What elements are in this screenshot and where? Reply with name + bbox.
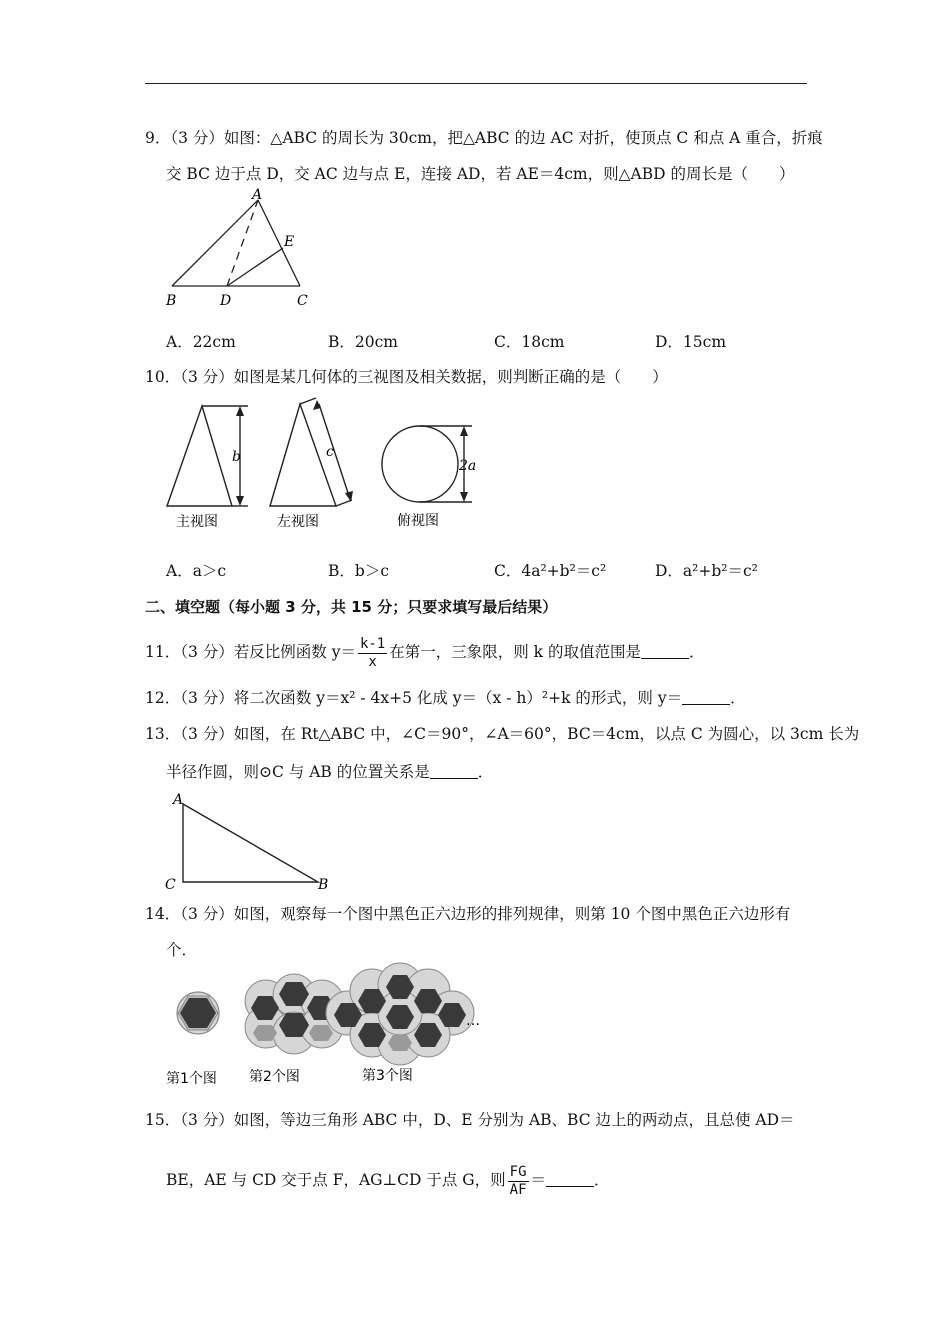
- q13-label-a: A: [173, 792, 184, 808]
- q10-top-view-circle: [382, 426, 458, 502]
- q12-text: 12．（3 分）将二次函数 y＝x² - 4x+5 化成 y＝（x - h）²+k 的形式，则 y＝: [145, 689, 683, 707]
- q15-end: ．: [594, 1171, 610, 1189]
- q15-answer-blank[interactable]: [546, 1171, 594, 1187]
- q9-line-1: 9．（3 分）如图：△ABC 的周长为 30cm，把△ABC 的边 AC 对折，使顶点 C 和点 A 重合，折痕: [145, 129, 823, 147]
- q9-label-e: E: [284, 234, 295, 250]
- q14-caption-3: 第3个图: [362, 1068, 413, 1084]
- q15-equals: ＝: [530, 1171, 547, 1189]
- q9-line-2: 交 BC 边于点 D，交 AC 边与点 E，连接 AD，若 AE＝4cm，则△ABD 的周长是（ ）: [166, 165, 795, 183]
- q13-line-1: 13．（3 分）如图，在 Rt△ABC 中，∠C＝90°，∠A＝60°，BC＝4cm，以点 C 为圆心，以 3cm 长为: [145, 725, 860, 743]
- q10-label-2a: 2a: [459, 458, 477, 474]
- q13-answer-blank[interactable]: [430, 763, 478, 779]
- q10-option-d[interactable]: D．a²+b²＝c²: [655, 562, 758, 580]
- q11-text-before: 11．（3 分）若反比例函数 y＝: [145, 643, 356, 661]
- q10-option-a[interactable]: A．a＞c: [166, 562, 227, 580]
- q13-label-b: B: [318, 877, 329, 893]
- q11-text-after: 在第一，三象限，则 k 的取值范围是: [389, 643, 641, 661]
- q10-option-c[interactable]: C．4a²+b²＝c²: [494, 562, 607, 580]
- q15-frac-denominator: AF: [509, 1181, 527, 1198]
- q9-label-d: D: [220, 293, 232, 309]
- q10-line-1: 10．（3 分）如图是某几何体的三视图及相关数据，则判断正确的是（ ）: [145, 368, 668, 386]
- header-rule: [145, 83, 807, 84]
- q15-frac-numerator: FG: [509, 1163, 527, 1180]
- q11-frac-numerator: k-1: [359, 635, 386, 652]
- q13-end: ．: [477, 763, 494, 781]
- q14-figure-1: [177, 992, 219, 1034]
- q13-label-c: C: [165, 877, 176, 893]
- q13-text: 半径作圆，则⊙C 与 AB 的位置关系是: [166, 763, 430, 781]
- q13-right-triangle-figure: [160, 788, 340, 893]
- q10-caption-left: 左视图: [277, 514, 319, 530]
- q10-option-b[interactable]: B．b＞c: [328, 562, 389, 580]
- q12-end: ．: [730, 689, 746, 707]
- q11-fraction: [358, 636, 387, 671]
- q14-line-1: 14．（3 分）如图，观察每一个图中黑色正六边形的排列规律，则第 10 个图中黑色正六边形有: [145, 905, 791, 923]
- q11-line: [145, 634, 705, 671]
- q9-option-c[interactable]: C．18cm: [494, 333, 565, 351]
- q10-caption-top: 俯视图: [397, 513, 439, 529]
- q10-label-b: b: [232, 449, 241, 465]
- q10-three-views-figure: [160, 398, 500, 538]
- q15-text-before: BE，AE 与 CD 交于点 F，AG⊥CD 于点 G，则: [166, 1171, 506, 1189]
- q13-triangle-abc: [183, 804, 318, 882]
- q9-label-c: C: [297, 293, 308, 309]
- q15-line-2: [166, 1160, 610, 1200]
- q11-frac-denominator: x: [368, 653, 377, 670]
- q9-fold-de: [227, 248, 283, 286]
- q9-dashed-ad: [227, 200, 258, 286]
- q15-fraction: [508, 1164, 529, 1199]
- q14-caption-2: 第2个图: [249, 1069, 300, 1085]
- q15-line-1: 15．（3 分）如图，等边三角形 ABC 中，D、E 分别为 AB、BC 边上的两动点，且总使 AD＝: [145, 1111, 795, 1129]
- q9-option-d[interactable]: D．15cm: [655, 333, 727, 351]
- q11-end: ．: [689, 643, 705, 661]
- q14-ellipsis: …: [466, 1013, 480, 1029]
- q12-line: [145, 688, 746, 708]
- q10-front-view-triangle: [167, 406, 232, 506]
- q12-answer-blank[interactable]: [682, 689, 730, 705]
- q13-line-2: [166, 762, 493, 782]
- q14-figure-3: [326, 963, 474, 1065]
- q9-option-a[interactable]: A．22cm: [166, 333, 236, 351]
- q9-triangle-figure: [160, 187, 320, 315]
- q9-label-a: A: [252, 187, 263, 203]
- q9-option-b[interactable]: B．20cm: [328, 333, 398, 351]
- q11-answer-blank[interactable]: [641, 643, 689, 659]
- q14-hexagon-pattern-figure: [160, 965, 500, 1090]
- section-2-heading: 二、填空题（每小题 3 分，共 15 分；只要求填写最后结果）: [145, 598, 558, 616]
- q10-caption-front: 主视图: [176, 514, 218, 530]
- q14-line-2: 个．: [166, 941, 198, 959]
- q10-dim-c-line: [319, 404, 349, 496]
- q9-label-b: B: [166, 293, 177, 309]
- q14-caption-1: 第1个图: [166, 1071, 217, 1087]
- q10-label-c: c: [326, 444, 334, 460]
